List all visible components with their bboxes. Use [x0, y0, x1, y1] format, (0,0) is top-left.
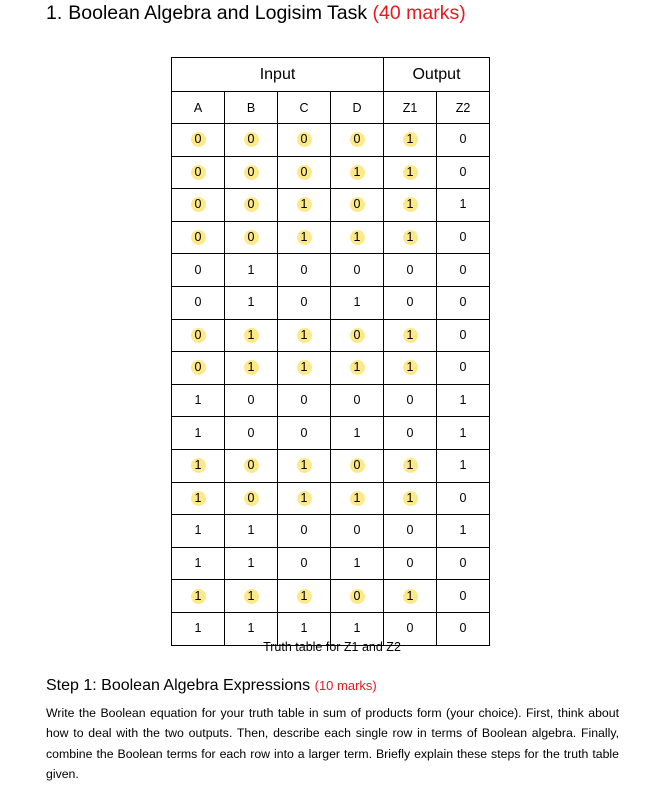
highlighted-value: 1 [297, 360, 312, 375]
cell-value: 1 [459, 425, 467, 440]
table-cell [225, 515, 278, 548]
table-cell [331, 221, 384, 254]
cell-value: 1 [459, 197, 467, 212]
highlighted-value: 1 [403, 491, 418, 506]
table-cell [384, 319, 437, 352]
cell-value: 0 [300, 295, 308, 310]
table-row [172, 449, 490, 482]
table-cell [331, 352, 384, 385]
table-cell [331, 482, 384, 515]
cell-value: 0 [406, 262, 414, 277]
table-cell [437, 189, 490, 222]
highlighted-value: 1 [350, 165, 365, 180]
table-cell [437, 449, 490, 482]
table-cell [172, 254, 225, 287]
table-cell [278, 384, 331, 417]
cell-value: 1 [247, 523, 255, 538]
highlighted-value: 1 [191, 589, 206, 604]
table-cell [278, 449, 331, 482]
table-caption: Truth table for Z1 and Z2 [263, 640, 401, 654]
highlighted-value: 1 [244, 360, 259, 375]
cell-value: 0 [406, 425, 414, 440]
cell-value: 0 [459, 360, 467, 375]
table-cell [172, 352, 225, 385]
table-cell [331, 449, 384, 482]
table-cell [384, 124, 437, 157]
table-cell [278, 580, 331, 613]
highlighted-value: 0 [297, 165, 312, 180]
table-cell [384, 384, 437, 417]
cell-value: 1 [247, 295, 255, 310]
table-cell [331, 515, 384, 548]
highlighted-value: 1 [403, 458, 418, 473]
highlighted-value: 1 [191, 491, 206, 506]
table-row [172, 189, 490, 222]
table-cell [278, 482, 331, 515]
table-row [172, 580, 490, 613]
cell-value: 0 [353, 393, 361, 408]
highlighted-value: 1 [297, 491, 312, 506]
table-cell [331, 124, 384, 157]
cell-value: 1 [194, 523, 202, 538]
highlighted-value: 0 [244, 458, 259, 473]
cell-value: 1 [247, 556, 255, 571]
cell-value: 1 [353, 295, 361, 310]
column-header: Z1 [384, 92, 437, 124]
highlighted-value: 1 [191, 458, 206, 473]
cell-value: 0 [353, 523, 361, 538]
table-cell [384, 515, 437, 548]
highlighted-value: 1 [350, 230, 365, 245]
table-cell [225, 319, 278, 352]
highlighted-value: 1 [403, 132, 418, 147]
table-cell [331, 156, 384, 189]
cell-value: 0 [247, 393, 255, 408]
cell-value: 1 [194, 556, 202, 571]
highlighted-value: 1 [350, 360, 365, 375]
table-cell [225, 286, 278, 319]
table-cell [437, 515, 490, 548]
step1-marks: (10 marks) [314, 678, 377, 693]
table-cell [384, 352, 437, 385]
column-header: C [278, 92, 331, 124]
table-cell [225, 156, 278, 189]
step1-heading [46, 677, 377, 695]
table-cell [225, 547, 278, 580]
cell-value: 0 [406, 523, 414, 538]
highlighted-value: 0 [350, 132, 365, 147]
table-cell [331, 547, 384, 580]
highlighted-value: 0 [244, 132, 259, 147]
table-cell [225, 352, 278, 385]
table-cell [437, 286, 490, 319]
table-cell [225, 449, 278, 482]
highlighted-value: 0 [244, 491, 259, 506]
cell-value: 0 [459, 164, 467, 179]
table-cell [172, 417, 225, 450]
highlighted-value: 1 [403, 230, 418, 245]
table-cell [225, 580, 278, 613]
column-header: B [225, 92, 278, 124]
table-row [172, 221, 490, 254]
column-header: A [172, 92, 225, 124]
cell-value: 0 [406, 393, 414, 408]
highlighted-value: 0 [244, 165, 259, 180]
table-cell [172, 189, 225, 222]
table-row [172, 319, 490, 352]
highlighted-value: 0 [191, 328, 206, 343]
table-cell [331, 189, 384, 222]
table-cell [278, 286, 331, 319]
cell-value: 0 [194, 295, 202, 310]
table-cell [225, 189, 278, 222]
table-cell [278, 254, 331, 287]
group-header-row [172, 58, 490, 92]
cell-value: 0 [300, 262, 308, 277]
cell-value: 1 [194, 393, 202, 408]
table-cell [225, 221, 278, 254]
highlighted-value: 1 [403, 197, 418, 212]
cell-value: 1 [459, 458, 467, 473]
cell-value: 1 [459, 523, 467, 538]
table-row [172, 254, 490, 287]
table-row [172, 515, 490, 548]
cell-value: 0 [300, 556, 308, 571]
table-cell [172, 156, 225, 189]
table-cell [278, 547, 331, 580]
table-cell [278, 156, 331, 189]
cell-value: 1 [353, 556, 361, 571]
cell-value: 0 [459, 132, 467, 147]
cell-value: 0 [406, 621, 414, 636]
cell-value: 0 [459, 490, 467, 505]
column-header: Z2 [437, 92, 490, 124]
highlighted-value: 0 [191, 165, 206, 180]
highlighted-value: 0 [350, 458, 365, 473]
table-cell [278, 189, 331, 222]
step1-title: Step 1: Boolean Algebra Expressions [46, 677, 311, 694]
section-marks: (40 marks) [372, 2, 466, 24]
highlighted-value: 1 [403, 328, 418, 343]
table-row [172, 124, 490, 157]
highlighted-value: 1 [244, 328, 259, 343]
table-cell [225, 384, 278, 417]
table-cell [331, 286, 384, 319]
table-cell [437, 352, 490, 385]
table-cell [225, 417, 278, 450]
highlighted-value: 1 [403, 360, 418, 375]
table-cell [384, 189, 437, 222]
table-cell [172, 221, 225, 254]
table-row [172, 352, 490, 385]
table-cell [437, 221, 490, 254]
highlighted-value: 0 [191, 132, 206, 147]
table-cell [278, 221, 331, 254]
cell-value: 0 [459, 230, 467, 245]
cell-value: 0 [459, 621, 467, 636]
cell-value: 0 [300, 425, 308, 440]
table-cell [225, 254, 278, 287]
highlighted-value: 1 [403, 165, 418, 180]
table-cell [172, 124, 225, 157]
cell-value: 0 [247, 425, 255, 440]
table-cell [278, 124, 331, 157]
table-cell [172, 515, 225, 548]
highlighted-value: 0 [191, 197, 206, 212]
table-cell [225, 482, 278, 515]
cell-value: 1 [247, 262, 255, 277]
highlighted-value: 1 [297, 589, 312, 604]
table-cell [437, 254, 490, 287]
table-cell [437, 156, 490, 189]
highlighted-value: 1 [350, 491, 365, 506]
table-cell [331, 254, 384, 287]
cell-value: 1 [194, 621, 202, 636]
cell-value: 1 [353, 621, 361, 636]
cell-value: 1 [300, 621, 308, 636]
cell-value: 0 [406, 556, 414, 571]
highlighted-value: 1 [297, 458, 312, 473]
cell-value: 1 [353, 425, 361, 440]
table-cell [384, 547, 437, 580]
column-header-row [172, 92, 490, 124]
step1-instructions: Write the Boolean equation for your truth table in sum of products form (your choice). First, think about how to deal with the two outputs. Then, describe each single row in terms of Boolean algebra. Finally, combine the Boolean terms for each row into a larger term. Briefly explain these steps for the truth table given. [46, 706, 619, 781]
cell-value: 0 [459, 588, 467, 603]
table-cell [225, 124, 278, 157]
table-cell [172, 547, 225, 580]
table-cell [278, 515, 331, 548]
table-cell [437, 384, 490, 417]
table-cell [331, 417, 384, 450]
highlighted-value: 0 [191, 230, 206, 245]
table-cell [437, 547, 490, 580]
table-cell [437, 482, 490, 515]
cell-value: 0 [300, 523, 308, 538]
cell-value: 0 [459, 327, 467, 342]
table-cell [384, 580, 437, 613]
truth-table [171, 57, 490, 646]
highlighted-value: 0 [244, 230, 259, 245]
cell-value: 0 [459, 295, 467, 310]
input-group-header: Input [172, 58, 384, 92]
table-cell [384, 286, 437, 319]
table-cell [331, 319, 384, 352]
table-cell [384, 449, 437, 482]
table-cell [437, 417, 490, 450]
table-row [172, 547, 490, 580]
table-row [172, 286, 490, 319]
cell-value: 0 [459, 262, 467, 277]
table-cell [172, 319, 225, 352]
highlighted-value: 0 [191, 360, 206, 375]
table-cell [437, 580, 490, 613]
table-row [172, 384, 490, 417]
table-row [172, 417, 490, 450]
table-cell [278, 319, 331, 352]
cell-value: 0 [459, 556, 467, 571]
cell-value: 0 [406, 295, 414, 310]
table-cell [172, 482, 225, 515]
cell-value: 1 [459, 393, 467, 408]
table-cell [384, 254, 437, 287]
table-cell [384, 221, 437, 254]
table-cell [384, 482, 437, 515]
cell-value: 1 [194, 425, 202, 440]
section-title: Boolean Algebra and Logisim Task [68, 2, 368, 24]
table-cell [278, 417, 331, 450]
table-cell [172, 449, 225, 482]
table-cell [331, 384, 384, 417]
table-cell [384, 156, 437, 189]
highlighted-value: 0 [350, 197, 365, 212]
table-row [172, 156, 490, 189]
highlighted-value: 1 [403, 589, 418, 604]
highlighted-value: 1 [244, 589, 259, 604]
section-heading [46, 2, 466, 25]
highlighted-value: 1 [297, 230, 312, 245]
output-group-header: Output [384, 58, 490, 92]
highlighted-value: 0 [244, 197, 259, 212]
column-header: D [331, 92, 384, 124]
cell-value: 1 [247, 621, 255, 636]
highlighted-value: 1 [297, 197, 312, 212]
section-number: 1. [46, 2, 63, 24]
table-cell [437, 319, 490, 352]
table-row [172, 482, 490, 515]
cell-value: 0 [300, 393, 308, 408]
table-cell [331, 580, 384, 613]
cell-value: 0 [194, 262, 202, 277]
cell-value: 0 [353, 262, 361, 277]
table-cell [172, 384, 225, 417]
highlighted-value: 0 [297, 132, 312, 147]
highlighted-value: 0 [350, 328, 365, 343]
table-cell [172, 580, 225, 613]
highlighted-value: 1 [297, 328, 312, 343]
highlighted-value: 0 [350, 589, 365, 604]
table-cell [278, 352, 331, 385]
table-cell [172, 286, 225, 319]
table-cell [384, 417, 437, 450]
table-cell [437, 124, 490, 157]
